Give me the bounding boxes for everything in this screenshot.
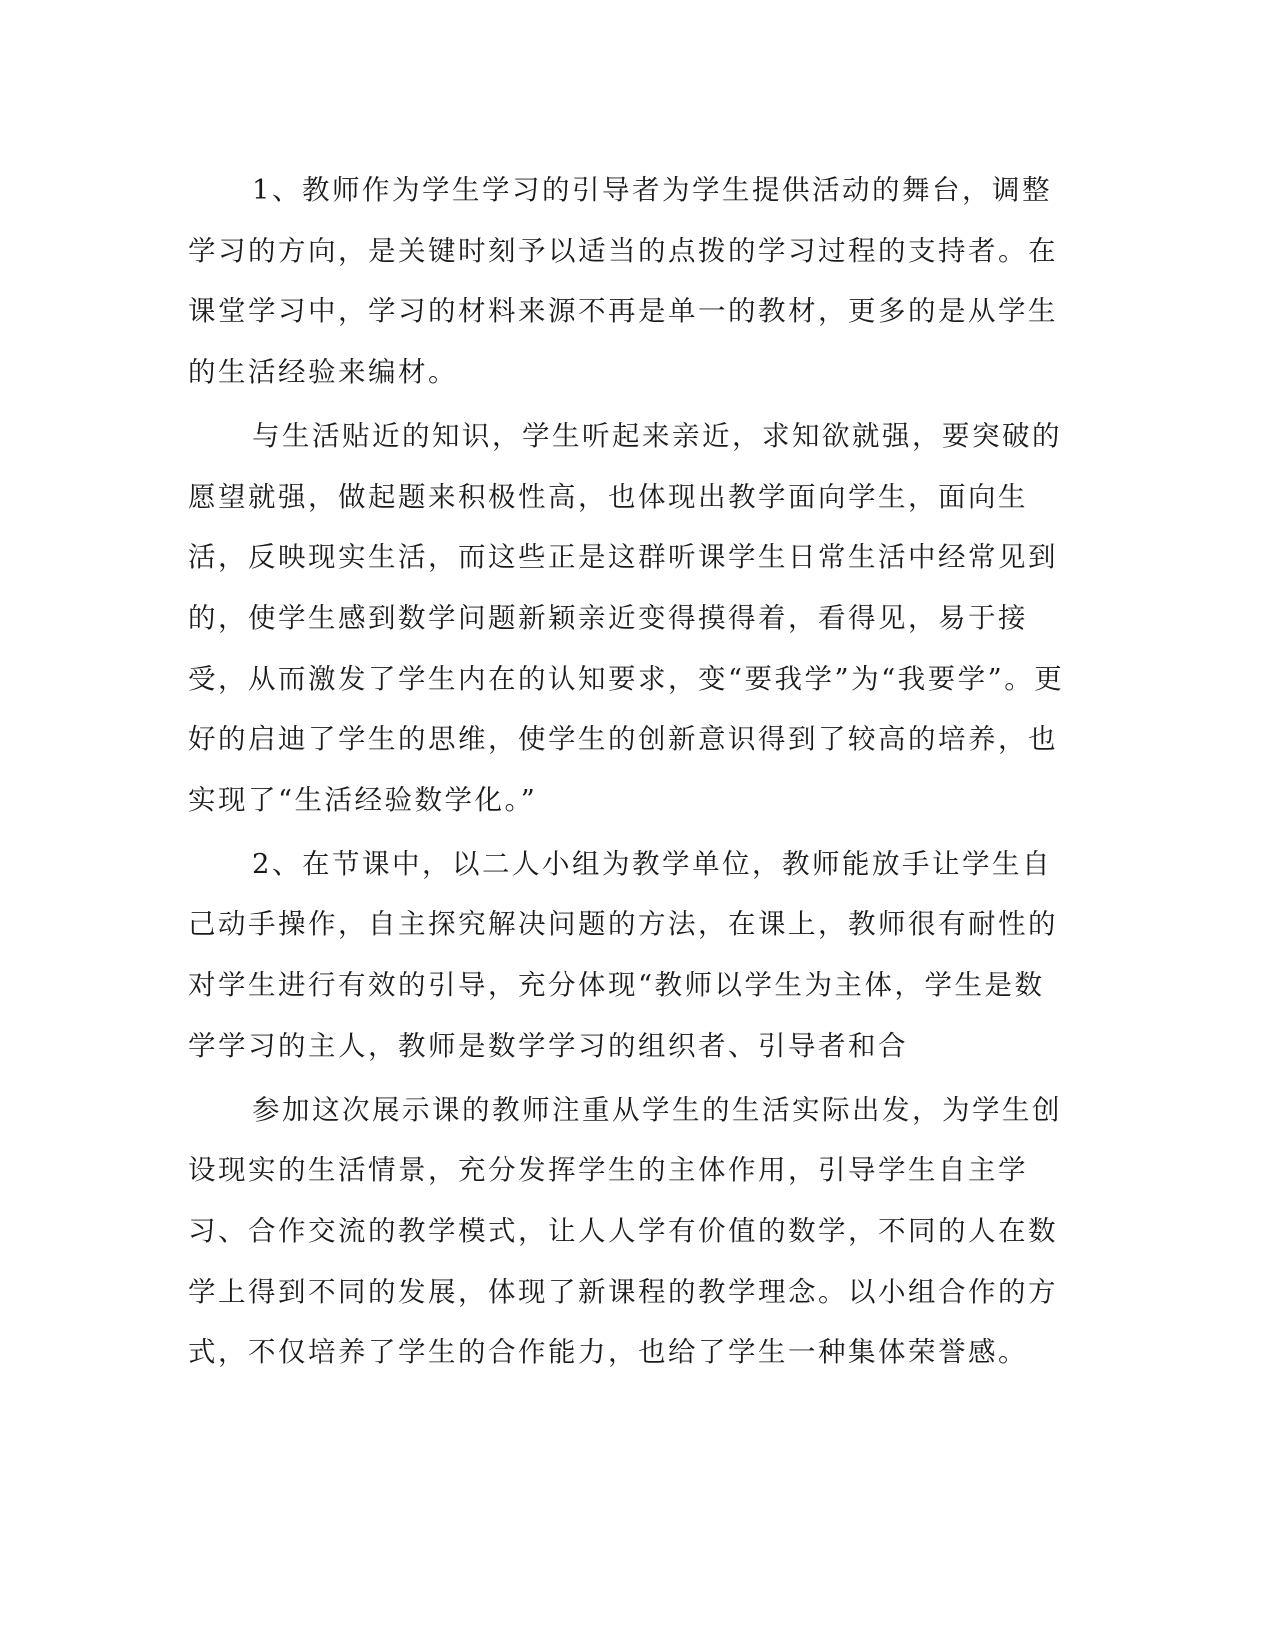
paragraph-3: 2、在节课中，以二人小组为教学单位，教师能放手让学生自己动手操作，自主探究解决问题的方法，在课上，教师很有耐性的对学生进行有效的引导，充分体现“教师以学生为主体，学生是数学学习的主人，教师是数学学习的组织者、引导者和合	[188, 847, 1058, 1062]
document-body	[188, 160, 1068, 1386]
paragraph-2: 与生活贴近的知识，学生听起来亲近，求知欲就强，要突破的愿望就强，做起题来积极性高，也体现出教学面向学生，面向生活，反映现实生活，而这些正是这群听课学生日常生活中经常见到的，使学生感到数学问题新颖亲近变得摸得着，看得见，易于接受，从而激发了学生内在的认知要求，变“要我学”为“我要学”。更好的启迪了学生的思维，使学生的创新意识得到了较高的培养，也实现了“生活经验数学化。”	[188, 419, 1065, 817]
paragraph-4: 参加这次展示课的教师注重从学生的生活实际出发，为学生创设现实的生活情景，充分发挥学生的主体作用，引导学生自主学习、合作交流的教学模式，让人人学有价值的数学，不同的人在数学上得到不同的发展，体现了新课程的教学理念。以小组合作的方式，不仅培养了学生的合作能力，也给了学生一种集体荣誉感。	[188, 1093, 1062, 1369]
paragraph-1: 1、教师作为学生学习的引导者为学生提供活动的舞台，调整学习的方向，是关键时刻予以适当的点拨的学习过程的支持者。在课堂学习中，学习的材料来源不再是单一的教材，更多的是从学生的生活经验来编材。	[188, 174, 1058, 389]
